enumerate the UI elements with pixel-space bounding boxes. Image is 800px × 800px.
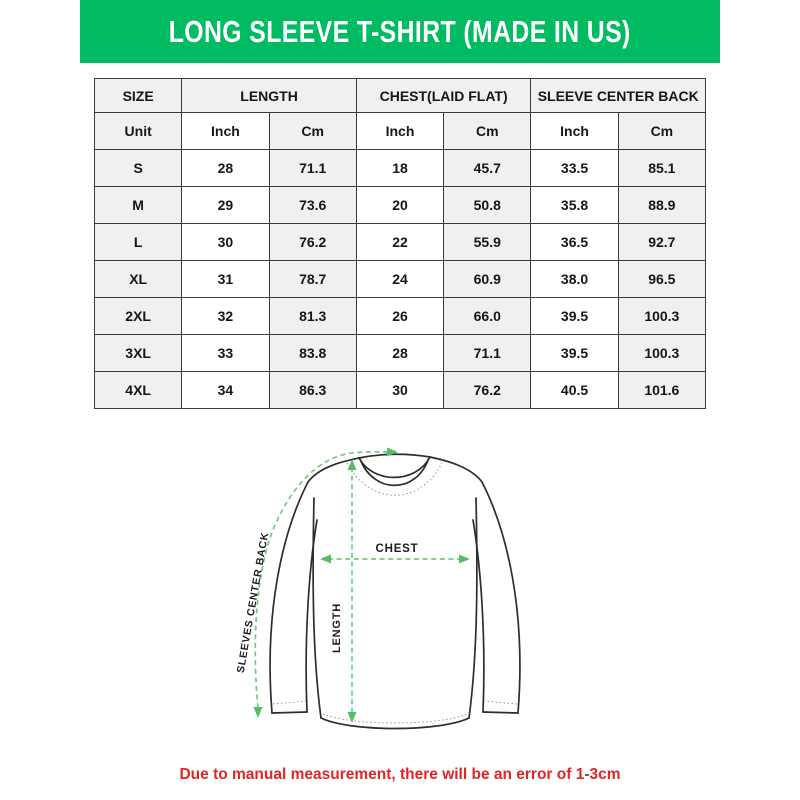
table-row (95, 150, 706, 187)
unit-cm: Cm (269, 113, 356, 150)
size-cell: 3XL (95, 335, 182, 372)
table-row (95, 187, 706, 224)
length-label: LENGTH (331, 602, 343, 654)
size-cell: L (95, 224, 182, 261)
size-chart-table (94, 78, 706, 409)
value-cell: 39.5 (531, 298, 618, 335)
value-cell: 38.0 (531, 261, 618, 298)
value-cell: 33 (182, 335, 269, 372)
value-cell: 36.5 (531, 224, 618, 261)
sleeves-center-back-label: SLEEVES CENTER BACK (234, 531, 272, 674)
column-header-size: SIZE (95, 79, 182, 113)
value-cell: 34 (182, 372, 269, 409)
value-cell: 85.1 (618, 150, 705, 187)
value-cell: 30 (182, 224, 269, 261)
value-cell: 24 (356, 261, 443, 298)
shirt-outline-drawing (270, 454, 520, 728)
value-cell: 39.5 (531, 335, 618, 372)
value-cell: 83.8 (269, 335, 356, 372)
value-cell: 81.3 (269, 298, 356, 335)
table-header-row (95, 79, 706, 113)
table-row (95, 261, 706, 298)
value-cell: 71.1 (444, 335, 531, 372)
column-header-chest: CHEST(LAID FLAT) (356, 79, 531, 113)
value-cell: 78.7 (269, 261, 356, 298)
value-cell: 71.1 (269, 150, 356, 187)
unit-label: Unit (95, 113, 182, 150)
table-row (95, 298, 706, 335)
value-cell: 22 (356, 224, 443, 261)
unit-inch: Inch (182, 113, 269, 150)
value-cell: 40.5 (531, 372, 618, 409)
chest-label: CHEST (375, 543, 419, 555)
value-cell: 28 (356, 335, 443, 372)
shirt-measurement-diagram (210, 438, 570, 750)
value-cell: 76.2 (269, 224, 356, 261)
value-cell: 96.5 (618, 261, 705, 298)
size-cell: S (95, 150, 182, 187)
value-cell: 55.9 (444, 224, 531, 261)
unit-row (95, 113, 706, 150)
table-row (95, 224, 706, 261)
chest-arrow (320, 543, 470, 564)
column-header-length: LENGTH (182, 79, 357, 113)
size-cell: 4XL (95, 372, 182, 409)
unit-cm: Cm (618, 113, 705, 150)
size-cell: 2XL (95, 298, 182, 335)
value-cell: 30 (356, 372, 443, 409)
table-row (95, 335, 706, 372)
size-cell: XL (95, 261, 182, 298)
value-cell: 20 (356, 187, 443, 224)
value-cell: 101.6 (618, 372, 705, 409)
measurement-error-note: Due to manual measurement, there will be an error of 1-3cm (179, 766, 621, 783)
value-cell: 100.3 (618, 298, 705, 335)
value-cell: 100.3 (618, 335, 705, 372)
unit-inch: Inch (356, 113, 443, 150)
title-banner (80, 0, 720, 63)
length-arrow (331, 459, 357, 723)
value-cell: 86.3 (269, 372, 356, 409)
size-cell: M (95, 187, 182, 224)
value-cell: 60.9 (444, 261, 531, 298)
value-cell: 45.7 (444, 150, 531, 187)
value-cell: 31 (182, 261, 269, 298)
value-cell: 92.7 (618, 224, 705, 261)
value-cell: 26 (356, 298, 443, 335)
value-cell: 28 (182, 150, 269, 187)
value-cell: 88.9 (618, 187, 705, 224)
page-title: LONG SLEEVE T-SHIRT (MADE IN US) (169, 13, 631, 49)
value-cell: 33.5 (531, 150, 618, 187)
value-cell: 29 (182, 187, 269, 224)
table-row (95, 372, 706, 409)
value-cell: 76.2 (444, 372, 531, 409)
value-cell: 66.0 (444, 298, 531, 335)
column-header-sleeve-center-back: SLEEVE CENTER BACK (531, 79, 706, 113)
value-cell: 35.8 (531, 187, 618, 224)
value-cell: 18 (356, 150, 443, 187)
value-cell: 73.6 (269, 187, 356, 224)
value-cell: 32 (182, 298, 269, 335)
unit-inch: Inch (531, 113, 618, 150)
value-cell: 50.8 (444, 187, 531, 224)
unit-cm: Cm (444, 113, 531, 150)
